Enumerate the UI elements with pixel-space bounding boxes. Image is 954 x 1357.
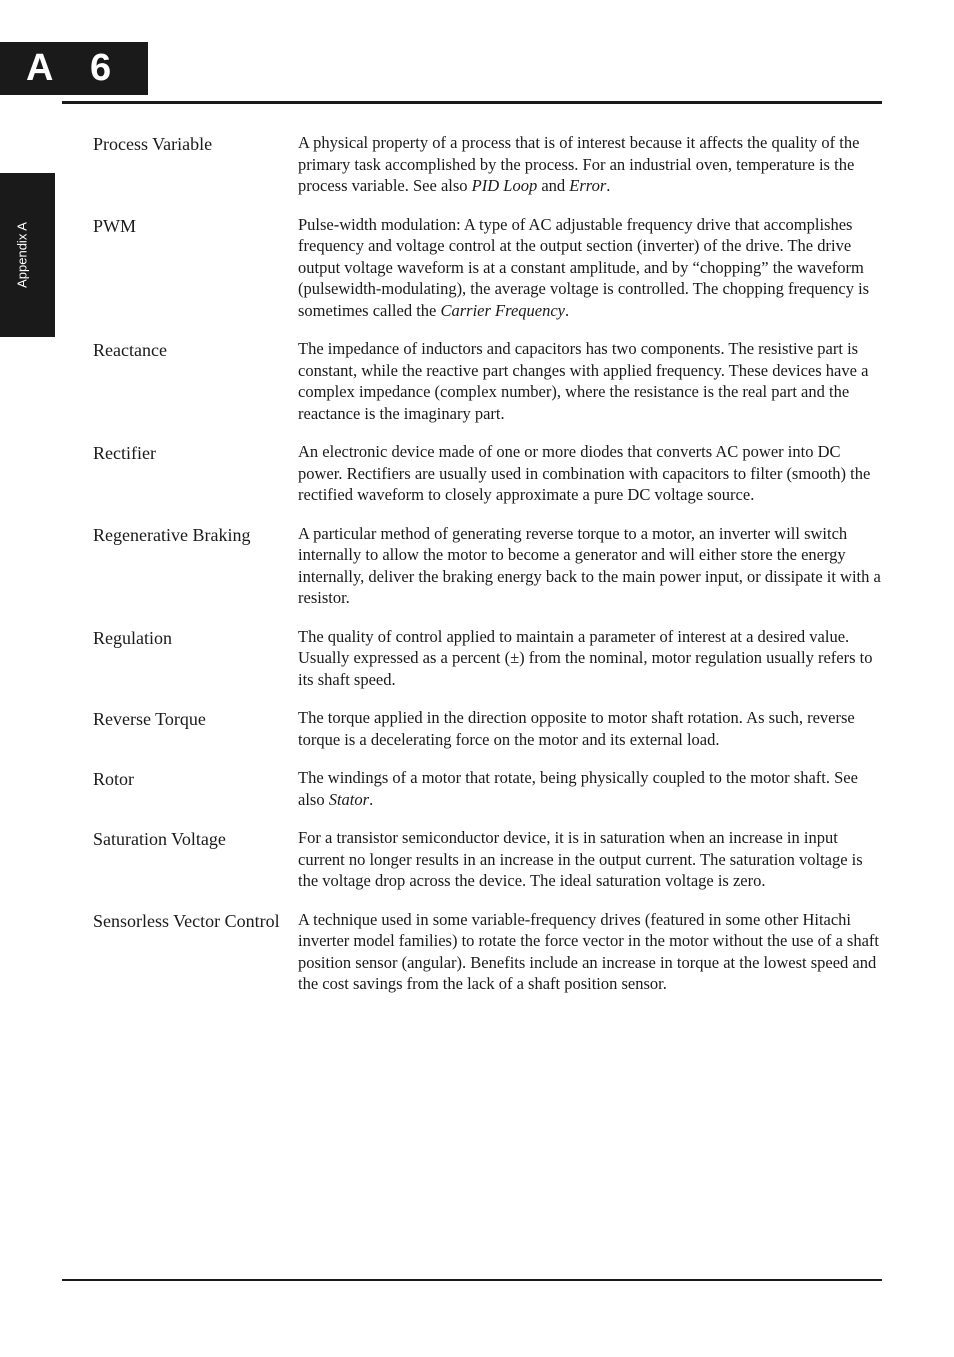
glossary-list (93, 132, 883, 995)
glossary-definition (298, 132, 883, 197)
glossary-entry (93, 707, 883, 750)
page-number-tab (0, 42, 148, 95)
glossary-term: Reverse Torque (93, 709, 206, 729)
glossary-entry (93, 909, 883, 995)
glossary-definition (298, 626, 883, 691)
glossary-term: Regenerative Braking (93, 524, 251, 545)
glossary-term: Rectifier (93, 443, 156, 463)
glossary-definition (298, 707, 883, 750)
glossary-term: Reactance (93, 340, 167, 360)
glossary-term: PWM (93, 215, 137, 236)
glossary-entry (93, 523, 883, 609)
page-number: 6 (90, 47, 112, 89)
definition-text: . (369, 789, 374, 809)
glossary-definition (298, 338, 883, 424)
glossary-term: Rotor (93, 769, 135, 789)
glossary-term: Sensorless Vector Control (93, 910, 280, 931)
glossary-entry (93, 441, 883, 506)
footer-rule (62, 1279, 882, 1281)
definition-text: For a transistor semiconductor device, it is in saturation when an increase in input current no longer results in an increase in the output current. The saturation voltage is the voltage drop across the device. The ideal saturation voltage is zero. (298, 828, 863, 890)
glossary-entry (93, 827, 883, 892)
cross-reference: PID Loop (471, 176, 538, 195)
glossary-entry (93, 626, 883, 691)
glossary-entry (93, 132, 883, 197)
glossary-entry (93, 767, 883, 810)
definition-text: The windings of a motor that rotate, being physically coupled to the motor shaft. See also (298, 768, 858, 809)
glossary-definition (298, 441, 883, 506)
cross-reference: Carrier Frequency (440, 300, 565, 320)
definition-text: An electronic device made of one or more diodes that converts AC power into DC power. Rectifiers are usually used in combination with capacitors to filter (smooth) the rectified waveform to closely approximate a pure DC voltage source. (298, 442, 871, 504)
side-tab-label: Appendix A (14, 222, 30, 288)
definition-text: Pulse-width modulation: A type of AC adjustable frequency drive that accomplishes frequency and voltage control at the output section (inverter) of the drive. The drive output voltage waveform is at a constant amplitude, and by “chopping” the waveform (pulsewidth-modulating), the average voltage is controlled. The chopping frequency is sometimes called the (298, 214, 870, 320)
definition-text: . (606, 176, 611, 195)
definition-text: A technique used in some variable-frequency drives (featured in some other Hitachi inverter model families) to rotate the force vector in the motor without the use of a shaft position sensor (angular). Benefits include an increase in torque at the lowest speed and the cost savings from the lack of a shaft position sensor. (298, 909, 879, 993)
definition-text: The quality of control applied to maintain a parameter of interest at a desired value. Usually expressed as a percent (±) from the nominal, motor regulation usually refers to its shaft speed. (298, 626, 873, 689)
glossary-definition (298, 523, 883, 609)
glossary-term: Process Variable (93, 134, 213, 154)
appendix-letter: A (26, 47, 54, 89)
glossary-entry (93, 338, 883, 424)
definition-text: A particular method of generating reverse torque to a motor, an inverter will switch internally to allow the motor to become a generator and will either store the energy internally, deliver the braking energy back to the main power input, or dissipate it with a resistor. (298, 523, 881, 607)
cross-reference: Stator (328, 789, 370, 809)
header-rule (62, 101, 882, 104)
glossary-definition (298, 214, 883, 322)
glossary-entry (93, 214, 883, 322)
glossary-definition (298, 767, 883, 810)
definition-text: A physical property of a process that is of interest because it affects the quality of the primary task accomplished by the process. For an industrial oven, temperature is the process variable. See also (298, 133, 860, 195)
glossary-term: Regulation (93, 627, 172, 648)
glossary-term: Saturation Voltage (93, 829, 226, 849)
glossary-definition (298, 909, 883, 995)
definition-text: The impedance of inductors and capacitors has two components. The resistive part is constant, while the reactive part changes with applied frequency. These devices have a complex impedance (complex number), where the resistance is the real part and the reactance is the imaginary part. (298, 339, 869, 423)
definition-text: The torque applied in the direction opposite to motor shaft rotation. As such, reverse torque is a decelerating force on the motor and its external load. (298, 708, 855, 749)
definition-text: . (564, 300, 570, 320)
definition-text: and (537, 176, 570, 195)
cross-reference: Error (569, 176, 607, 195)
glossary-definition (298, 827, 883, 892)
